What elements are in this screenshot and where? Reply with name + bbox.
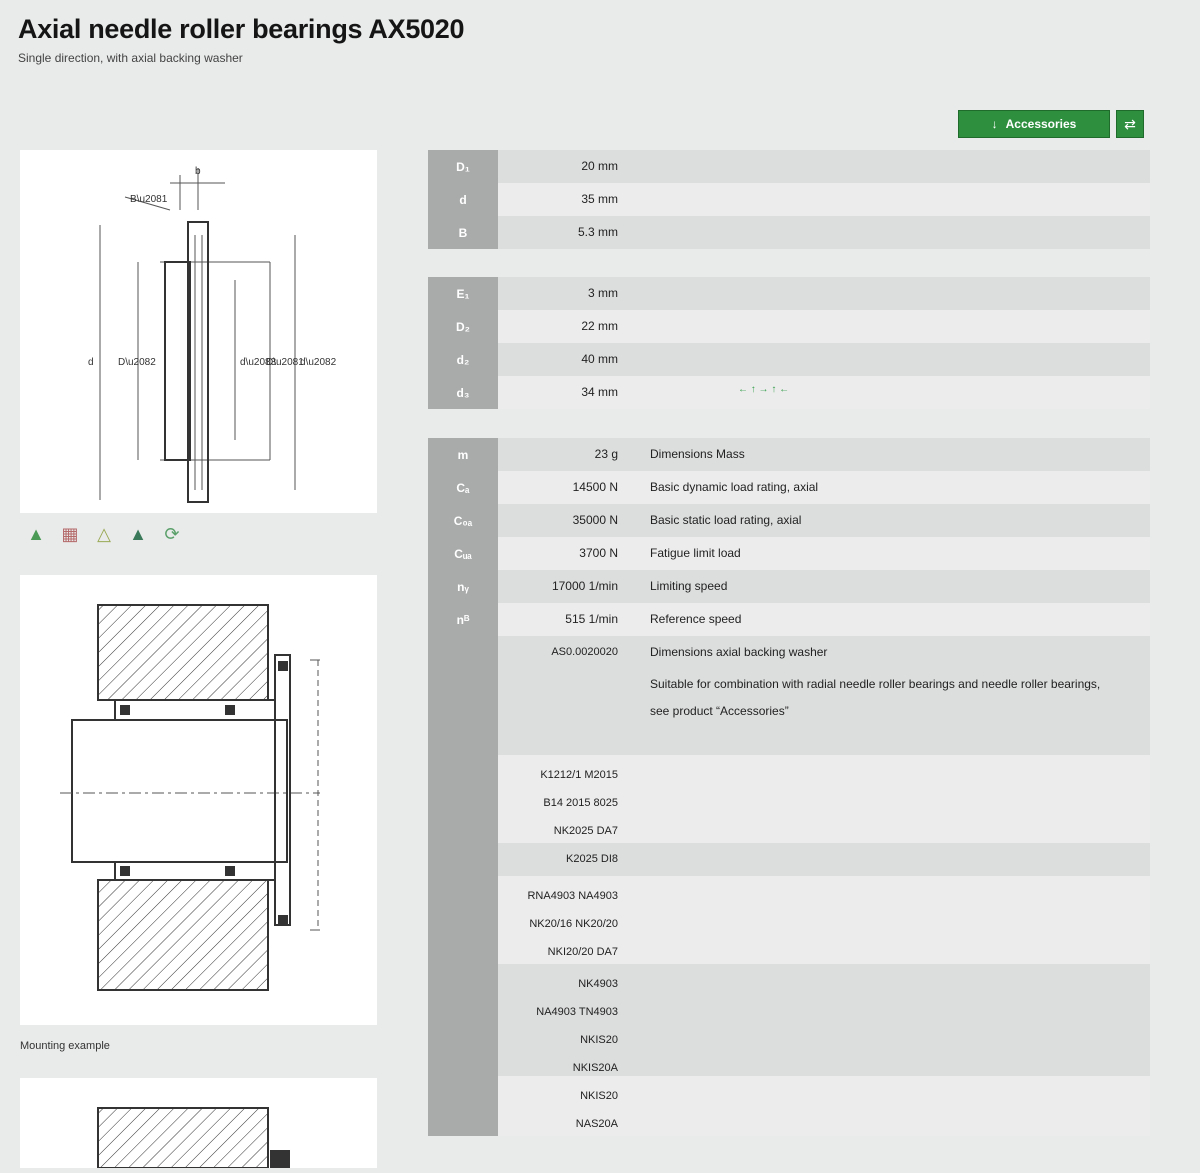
note-cell: Suitable for combination with radial needle roller bearings and needle roller bearings, see product “Accessories” bbox=[638, 669, 1150, 755]
mounting-example-caption: Mounting example bbox=[20, 1040, 110, 1052]
description-cell bbox=[638, 964, 1150, 1076]
value-cell bbox=[498, 876, 638, 964]
list-item: NKIS20A bbox=[572, 1062, 618, 1074]
table-row bbox=[428, 183, 1150, 216]
page-title: Axial needle roller bearings AX5020 bbox=[18, 14, 465, 44]
symbol-cell: nᵧ bbox=[428, 570, 498, 603]
description-cell bbox=[638, 183, 1150, 216]
bearing-drawing-panel bbox=[20, 150, 377, 513]
value-cell bbox=[498, 755, 638, 843]
table-row bbox=[428, 343, 1150, 376]
arrow-down-icon: ↓ bbox=[991, 117, 998, 131]
symbol-cell: Cₐ bbox=[428, 471, 498, 504]
description-cell: Reference speed bbox=[638, 603, 1150, 636]
table-row bbox=[428, 876, 1150, 964]
symbol-cell: d₃ bbox=[428, 376, 498, 409]
list-item: NKIS20 bbox=[580, 1034, 618, 1046]
description-cell: Dimensions axial backing washer bbox=[638, 636, 1150, 669]
bearing-cross-section-drawing bbox=[20, 150, 377, 513]
mounting-dimensions-table bbox=[428, 277, 1150, 409]
description-cell: Basic dynamic load rating, axial bbox=[638, 471, 1150, 504]
value-cell bbox=[498, 964, 638, 1076]
symbol-cell: C₀ₐ bbox=[428, 504, 498, 537]
dimensions-table bbox=[428, 150, 1150, 249]
table-row bbox=[428, 471, 1150, 504]
accessories-button[interactable] bbox=[958, 110, 1110, 138]
list-item: B14 2015 8025 bbox=[543, 797, 618, 809]
description-cell bbox=[638, 876, 1150, 964]
mounting-dimension-sketch: ← ↑ → ↑ ← bbox=[738, 384, 790, 395]
table-row bbox=[428, 636, 1150, 669]
recycle-icon[interactable]: ⟳ bbox=[164, 523, 180, 544]
value-cell: 17000 1/min bbox=[498, 570, 638, 603]
feature-icon-row bbox=[24, 522, 184, 546]
symbol-cell bbox=[428, 843, 498, 876]
symbol-cell: Cᵤₐ bbox=[428, 537, 498, 570]
value-cell bbox=[498, 1076, 638, 1136]
description-cell bbox=[638, 216, 1150, 249]
symbol-cell: d bbox=[428, 183, 498, 216]
list-item: NK2025 DA7 bbox=[553, 825, 618, 837]
description-cell bbox=[638, 277, 1150, 310]
table-row bbox=[428, 755, 1150, 843]
table-row bbox=[428, 376, 1150, 409]
value-cell: 34 mm bbox=[498, 376, 638, 409]
performance-table bbox=[428, 438, 1150, 1136]
value-cell: AS0.0020020 bbox=[498, 636, 638, 669]
table-row bbox=[428, 277, 1150, 310]
table-row bbox=[428, 504, 1150, 537]
description-cell bbox=[638, 310, 1150, 343]
mounting-example-panel bbox=[20, 575, 377, 1025]
svg-text:d\u2083: d\u2083 bbox=[240, 357, 277, 368]
value-cell: 35 mm bbox=[498, 183, 638, 216]
page-header bbox=[18, 14, 464, 65]
table-row bbox=[428, 964, 1150, 1076]
value-cell: 35000 N bbox=[498, 504, 638, 537]
svg-text:D\u2082: D\u2082 bbox=[118, 357, 156, 368]
list-item: NAS20A bbox=[575, 1118, 618, 1130]
list-item: NK4903 bbox=[578, 978, 618, 990]
accessories-button-label: Accessories bbox=[1005, 117, 1077, 131]
value-cell: 40 mm bbox=[498, 343, 638, 376]
table-row bbox=[428, 603, 1150, 636]
lubrication-icon[interactable]: ▲ bbox=[27, 523, 45, 544]
list-item: NKIS20 bbox=[580, 1090, 618, 1102]
symbol-cell: E₁ bbox=[428, 277, 498, 310]
description-cell: Basic static load rating, axial bbox=[638, 504, 1150, 537]
value-cell: 23 g bbox=[498, 438, 638, 471]
table-row bbox=[428, 1076, 1150, 1136]
value-cell bbox=[498, 669, 638, 755]
second-mounting-drawing bbox=[20, 1078, 377, 1168]
table-row bbox=[428, 669, 1150, 755]
value-cell: 3700 N bbox=[498, 537, 638, 570]
toolbar bbox=[958, 110, 1144, 138]
table-row bbox=[428, 310, 1150, 343]
symbol-cell: d₂ bbox=[428, 343, 498, 376]
symbol-cell bbox=[428, 669, 498, 755]
list-item: NA4903 TN4903 bbox=[536, 1006, 618, 1018]
mounting-icon[interactable]: ▲ bbox=[129, 523, 147, 544]
description-cell: Fatigue limit load bbox=[638, 537, 1150, 570]
svg-text:b: b bbox=[195, 166, 201, 177]
svg-text:B\u2081: B\u2081 bbox=[130, 194, 168, 205]
description-cell bbox=[638, 843, 1150, 876]
svg-text:D\u2081: D\u2081 bbox=[266, 357, 304, 368]
description-cell bbox=[638, 755, 1150, 843]
symbol-cell bbox=[428, 876, 498, 964]
export-icon: ⇄ bbox=[1124, 115, 1136, 132]
list-item: NKI20/20 DA7 bbox=[547, 946, 618, 958]
symbol-cell: D₁ bbox=[428, 150, 498, 183]
value-cell: 20 mm bbox=[498, 150, 638, 183]
symbol-cell: nᴮ bbox=[428, 603, 498, 636]
description-cell: Limiting speed bbox=[638, 570, 1150, 603]
symbol-cell: m bbox=[428, 438, 498, 471]
list-item: K1212/1 M2015 bbox=[540, 769, 618, 781]
page-subtitle: Single direction, with axial backing washer bbox=[18, 51, 243, 65]
symbol-cell: B bbox=[428, 216, 498, 249]
value-cell: 5.3 mm bbox=[498, 216, 638, 249]
table-row bbox=[428, 570, 1150, 603]
value-cell: 22 mm bbox=[498, 310, 638, 343]
value-cell: K2025 DI8 bbox=[498, 843, 638, 876]
table-row bbox=[428, 537, 1150, 570]
table-row bbox=[428, 843, 1150, 876]
mounting-example-drawing bbox=[20, 575, 377, 1025]
symbol-cell bbox=[428, 964, 498, 1076]
description-cell bbox=[638, 376, 1150, 409]
second-mounting-panel bbox=[20, 1078, 377, 1168]
description-cell bbox=[638, 1076, 1150, 1136]
svg-text:d\u2082: d\u2082 bbox=[300, 357, 337, 368]
temperature-icon[interactable]: △ bbox=[97, 523, 111, 544]
svg-text:d: d bbox=[88, 357, 94, 368]
description-cell bbox=[638, 343, 1150, 376]
table-row bbox=[428, 150, 1150, 183]
value-cell: 3 mm bbox=[498, 277, 638, 310]
export-button[interactable] bbox=[1116, 110, 1144, 138]
symbol-cell bbox=[428, 1076, 498, 1136]
list-item: RNA4903 NA4903 bbox=[527, 890, 618, 902]
symbol-cell bbox=[428, 755, 498, 843]
value-cell: 515 1/min bbox=[498, 603, 638, 636]
description-cell: Dimensions Mass bbox=[638, 438, 1150, 471]
value-cell: 14500 N bbox=[498, 471, 638, 504]
symbol-cell bbox=[428, 636, 498, 669]
table-row bbox=[428, 216, 1150, 249]
description-cell bbox=[638, 150, 1150, 183]
symbol-cell: D₂ bbox=[428, 310, 498, 343]
table-row bbox=[428, 438, 1150, 471]
list-item: NK20/16 NK20/20 bbox=[529, 918, 618, 930]
bearing-icon[interactable]: ▦ bbox=[61, 523, 79, 544]
